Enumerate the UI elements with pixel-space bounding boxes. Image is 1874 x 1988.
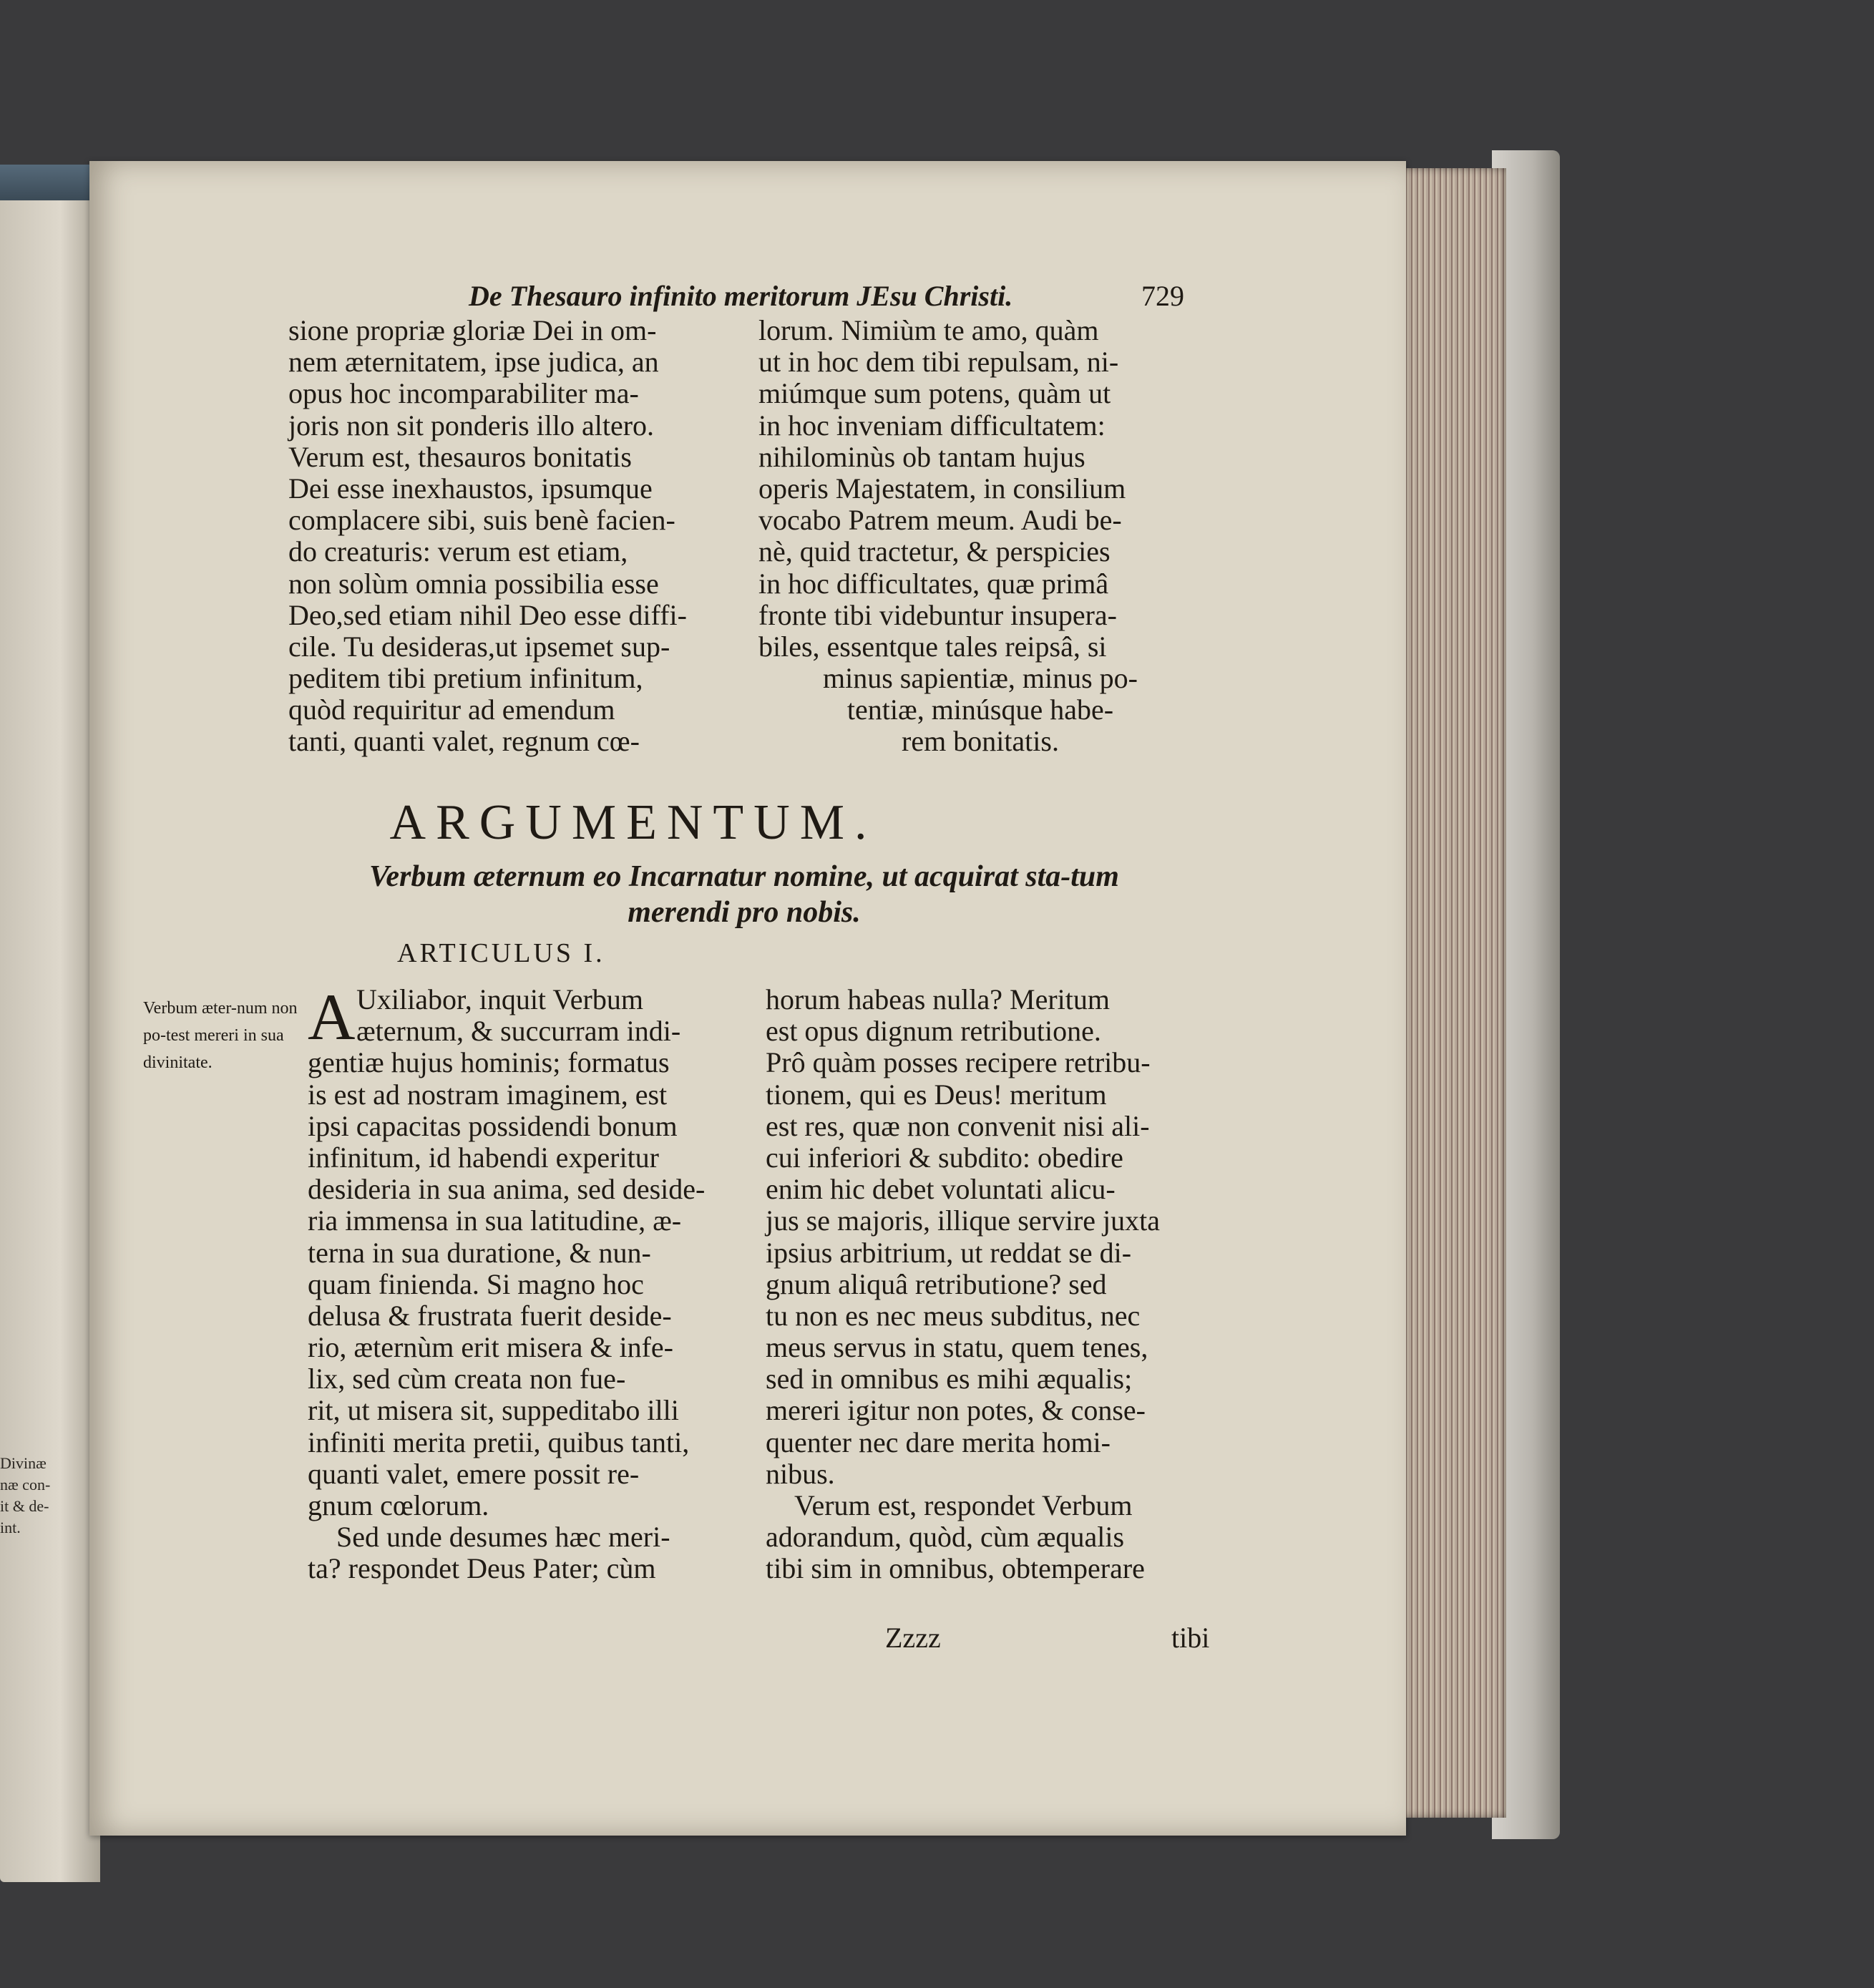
text-line: miúmque sum potens, quàm ut bbox=[758, 377, 1111, 410]
text-line: vocabo Patrem meum. Audi be- bbox=[758, 504, 1122, 537]
bottom-right-column bbox=[766, 984, 1160, 1585]
text-line: ipsius arbitrium, ut reddat se di- bbox=[766, 1236, 1132, 1269]
text-line: Uxiliabor, inquit Verbum bbox=[356, 983, 643, 1015]
text-line: minus sapientiæ, minus po- bbox=[823, 662, 1138, 695]
text-line: tionem, qui es Deus! meritum bbox=[766, 1078, 1107, 1111]
text-line: nem æternitatem, ipse judica, an bbox=[288, 346, 659, 379]
text-line: Deo,sed etiam nihil Deo esse diffi- bbox=[288, 598, 687, 631]
text-line: nè, quid tractetur, & perspicies bbox=[758, 535, 1111, 568]
text-line: enim hic debet voluntati alicu- bbox=[766, 1173, 1116, 1206]
text-line: ipsi capacitas possidendi bonum bbox=[308, 1109, 678, 1142]
text-line: nihilominùs ob tantam hujus bbox=[758, 440, 1085, 473]
text-line: complacere sibi, suis benè facien- bbox=[288, 504, 675, 537]
text-line: cile. Tu desideras,ut ipsemet sup- bbox=[288, 630, 670, 663]
text-line: est opus dignum retributione. bbox=[766, 1015, 1101, 1048]
text-line: Prô quàm posses recipere retribu- bbox=[766, 1046, 1151, 1079]
text-line: rem bonitatis. bbox=[902, 725, 1059, 758]
text-line: sed in omnibus es mihi æqualis; bbox=[766, 1363, 1133, 1395]
text-line: meus servus in statu, quem tenes, bbox=[766, 1331, 1148, 1364]
text-line: quòd requiritur ad emendum bbox=[288, 693, 615, 726]
text-line: jus se majoris, illique servire juxta bbox=[766, 1204, 1160, 1237]
margin-note: Verbum æter-num non po-test mereri in sua divinitate. bbox=[143, 999, 298, 1072]
text-line: opus hoc incomparabiliter ma- bbox=[288, 377, 639, 410]
text-line: quenter nec dare merita homi- bbox=[766, 1426, 1111, 1458]
drop-capital: A bbox=[308, 980, 356, 1053]
text-line: æternum, & succurram indi- bbox=[356, 1015, 681, 1048]
text-line: lix, sed cùm creata non fue- bbox=[308, 1363, 626, 1395]
text-line: desideria in sua anima, sed deside- bbox=[308, 1173, 706, 1206]
text-line: mereri igitur non potes, & conse- bbox=[766, 1394, 1146, 1427]
text-line: Dei esse inexhaustos, ipsumque bbox=[288, 472, 653, 505]
section-subheading: Verbum æternum eo Incarnatur nomine, ut acquirat sta-tum merendi pro nobis. bbox=[369, 860, 1119, 929]
text-line: rio, æternùm erit misera & infe- bbox=[308, 1331, 673, 1364]
text-line: quam finienda. Si magno hoc bbox=[308, 1267, 644, 1300]
text-line: gnum aliquâ retributione? sed bbox=[766, 1267, 1107, 1300]
text-line: tu non es nec meus subditus, nec bbox=[766, 1299, 1141, 1332]
show-through-text bbox=[1191, 318, 1406, 1463]
page-header bbox=[89, 279, 1406, 322]
text-line: rit, ut misera sit, suppeditabo illi bbox=[308, 1394, 679, 1427]
text-line: joris non sit ponderis illo altero. bbox=[288, 409, 655, 442]
text-line: in hoc difficultates, quæ primâ bbox=[758, 567, 1109, 600]
text-line: horum habeas nulla? Meritum bbox=[766, 983, 1110, 1015]
text-line: sione propriæ gloriæ Dei in om- bbox=[288, 314, 657, 346]
printer-signature: Zzzz bbox=[885, 1622, 941, 1654]
page-number: 729 bbox=[1141, 280, 1184, 312]
text-line: tanti, quanti valet, regnum cœ- bbox=[288, 725, 640, 758]
previous-page-margin-notes: Divinæ næ con- it & de- int. bbox=[0, 1454, 51, 1536]
text-line: infiniti merita pretii, quibus tanti, bbox=[308, 1426, 690, 1458]
running-title: De Thesauro infinito meritorum JEsu Christi. bbox=[469, 280, 1013, 312]
text-line: non solùm omnia possibilia esse bbox=[288, 567, 659, 600]
text-line: adorandum, quòd, cùm æqualis bbox=[766, 1521, 1125, 1554]
catchword: tibi bbox=[1171, 1622, 1210, 1654]
text-line: Sed unde desumes hæc meri- bbox=[336, 1521, 670, 1554]
text-line: est res, quæ non convenit nisi ali- bbox=[766, 1109, 1150, 1142]
page-block-fore-edge bbox=[1392, 168, 1506, 1818]
text-line: tentiæ, minúsque habe- bbox=[846, 693, 1114, 726]
text-line: cui inferiori & subdito: obedire bbox=[766, 1141, 1123, 1174]
text-line: infinitum, id habendi experitur bbox=[308, 1141, 659, 1174]
text-line: nibus. bbox=[766, 1457, 835, 1490]
text-line: Verum est, thesauros bonitatis bbox=[288, 440, 632, 473]
text-line: terna in sua duratione, & nun- bbox=[308, 1236, 651, 1269]
text-line: operis Majestatem, in consilium bbox=[758, 472, 1126, 505]
text-line: peditem tibi pretium infinitum, bbox=[288, 662, 643, 695]
text-line: is est ad nostram imaginem, est bbox=[308, 1078, 668, 1111]
text-line: quanti valet, emere possit re- bbox=[308, 1457, 640, 1490]
text-line: do creaturis: verum est etiam, bbox=[288, 535, 628, 568]
text-line: ria immensa in sua latitudine, æ- bbox=[308, 1204, 682, 1237]
text-line: in hoc inveniam difficultatem: bbox=[758, 409, 1106, 442]
text-line: fronte tibi videbuntur insupera- bbox=[758, 598, 1117, 631]
text-line: Verum est, respondet Verbum bbox=[794, 1489, 1133, 1521]
text-line: gnum cœlorum. bbox=[308, 1489, 489, 1521]
article-label: ARTICULUS I. bbox=[397, 938, 605, 968]
text-line: tibi sim in omnibus, obtemperare bbox=[766, 1552, 1145, 1585]
book-page bbox=[89, 161, 1406, 1836]
top-right-column bbox=[758, 315, 1202, 758]
text-line: delusa & frustrata fuerit deside- bbox=[308, 1299, 672, 1332]
top-left-column bbox=[288, 315, 687, 758]
text-line: gentiæ hujus hominis; formatus bbox=[308, 1046, 670, 1079]
text-line: ut in hoc dem tibi repulsam, ni- bbox=[758, 346, 1119, 379]
previous-page-edge bbox=[0, 165, 100, 1882]
bottom-left-column bbox=[308, 980, 706, 1585]
section-heading: ARGUMENTUM. bbox=[389, 795, 877, 850]
text-line: ta? respondet Deus Pater; cùm bbox=[308, 1552, 656, 1585]
text-line: lorum. Nimiùm te amo, quàm bbox=[758, 314, 1099, 346]
text-line: biles, essentque tales reipsâ, si bbox=[758, 630, 1107, 663]
